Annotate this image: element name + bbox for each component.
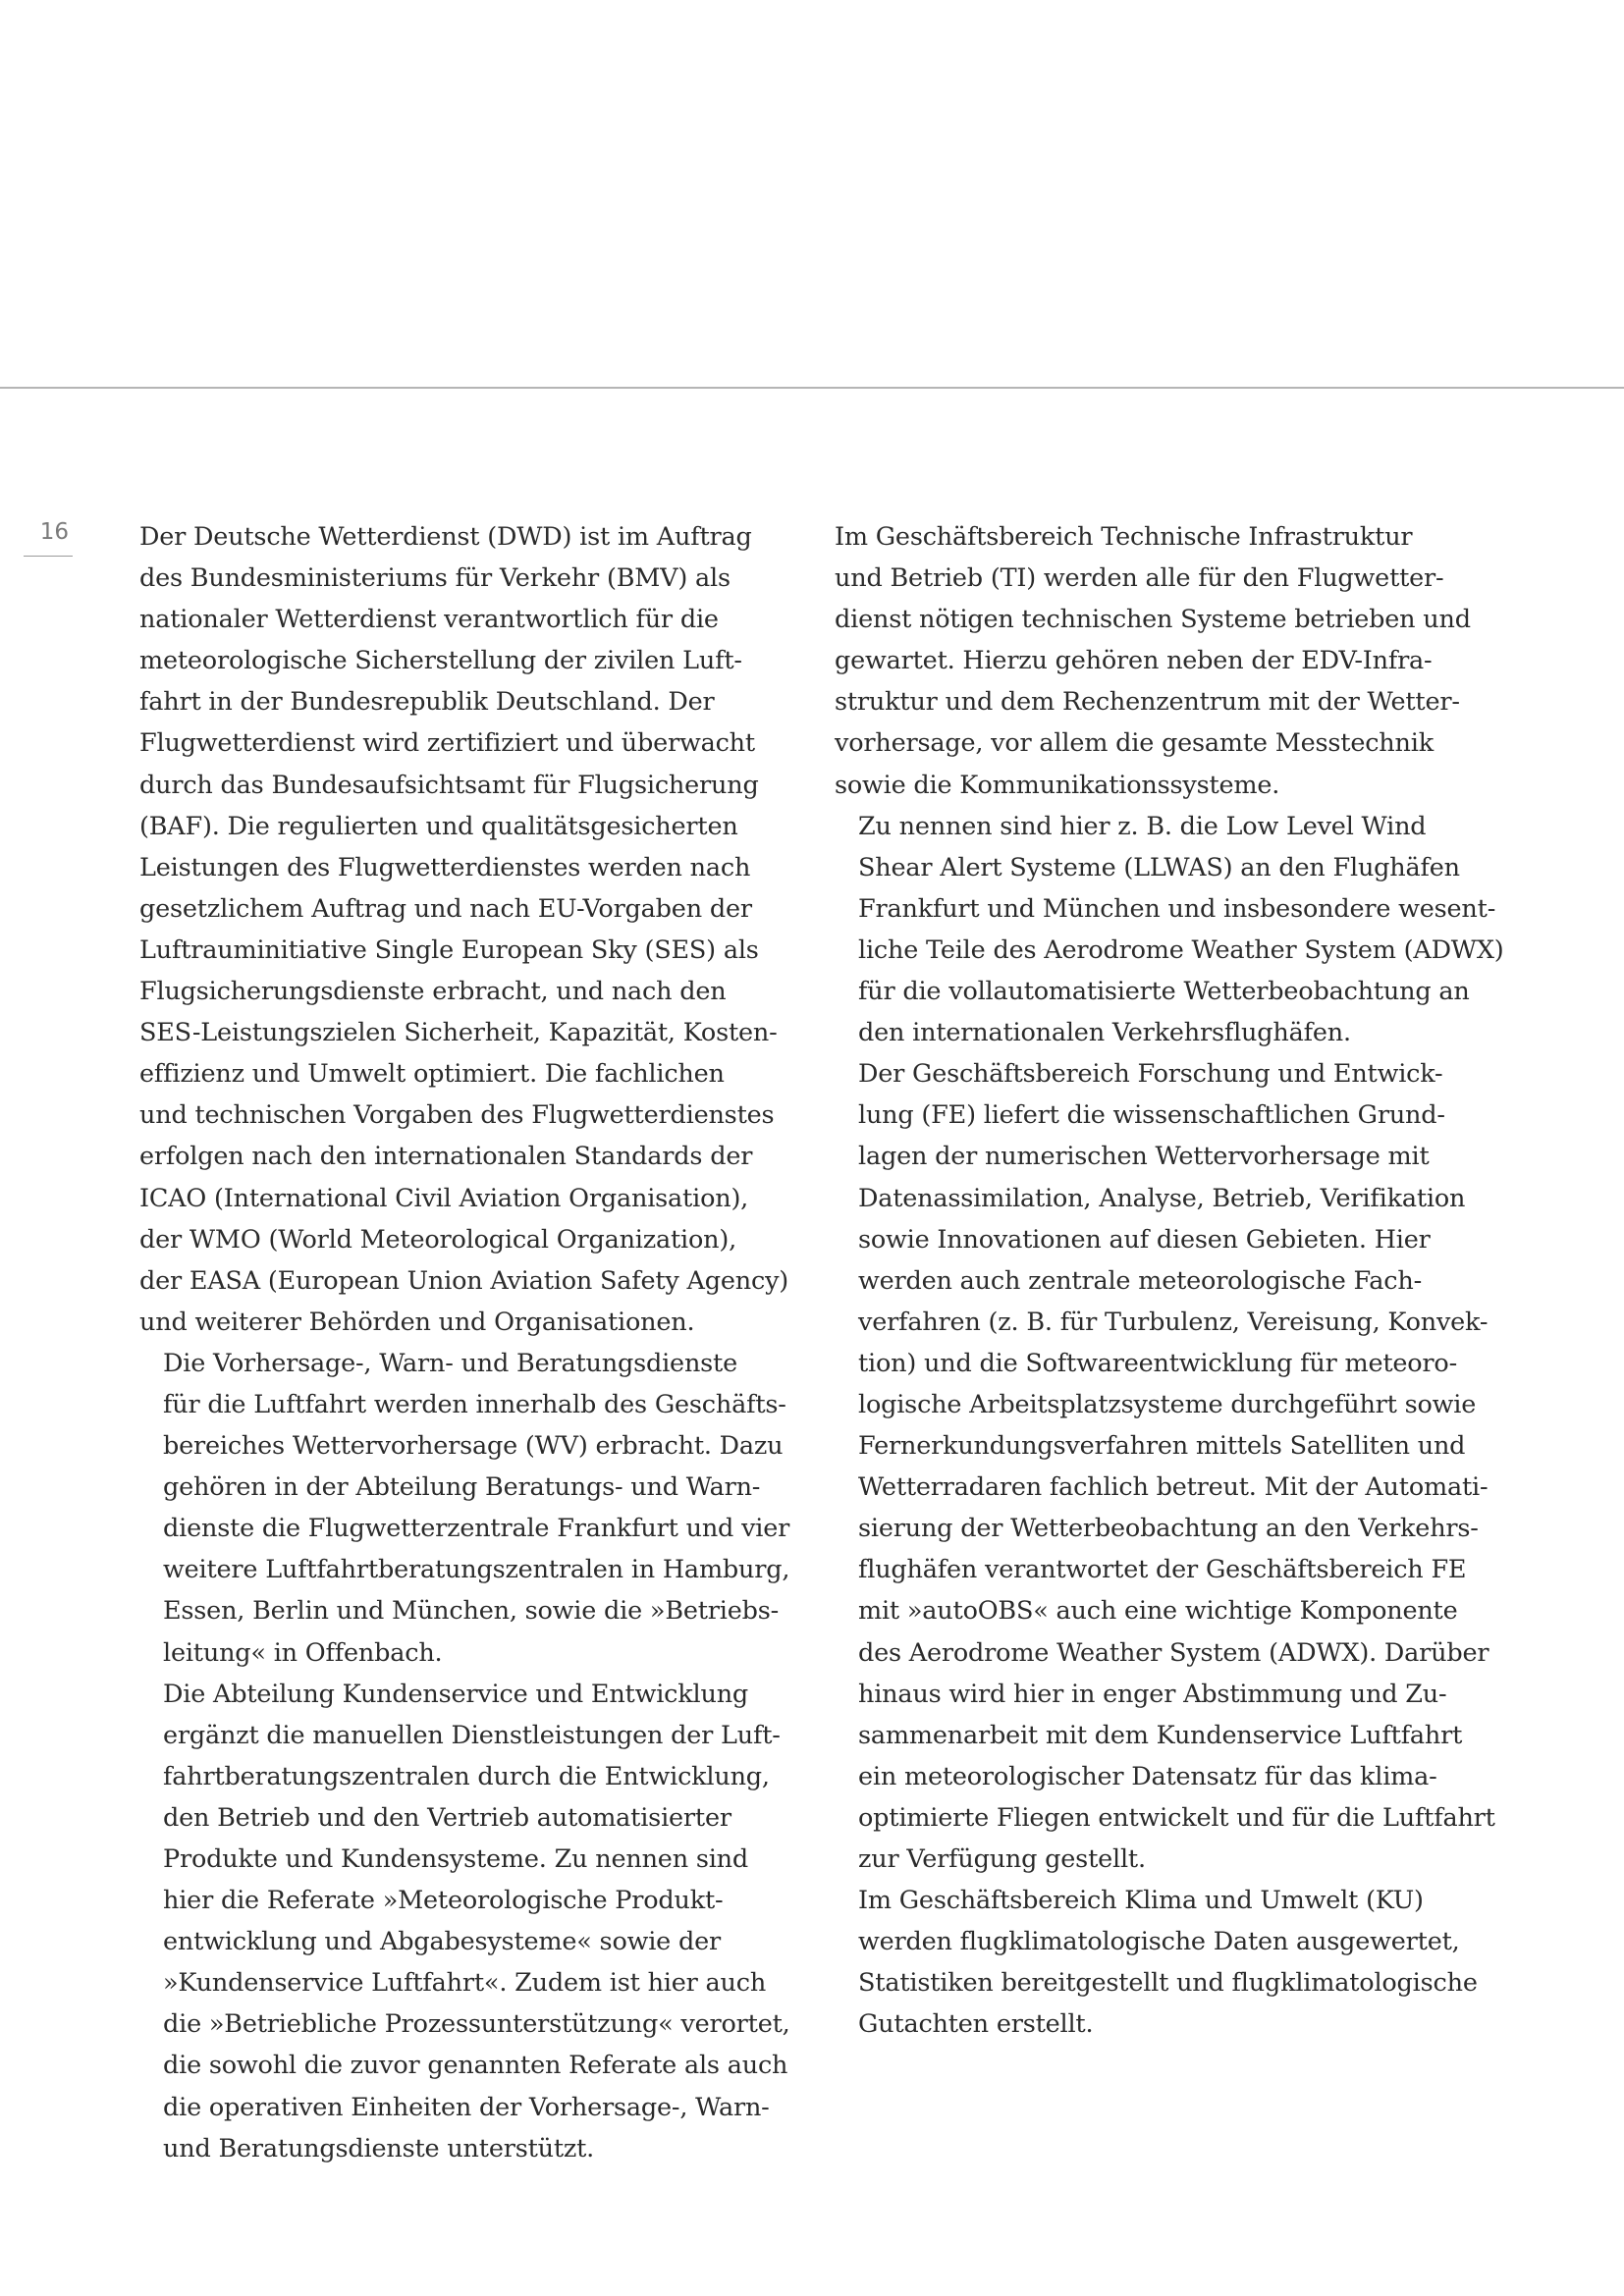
page-number: 16 [39,519,69,545]
text-line: lagen der numerischen Wettervorhersage mit [858,1142,1430,1172]
body-paragraph [835,806,1502,1054]
text-line: Flugwetterdienst wird zertifiziert und überwacht [139,728,755,759]
text-line: vorhersage, vor allem die gesamte Messtechnik [835,728,1434,759]
text-line: fahrt in der Bundesrepublik Deutschland. Der [139,687,715,718]
text-line: Statistiken bereitgestellt und flugklimatologische [858,1968,1478,1999]
text-line: lung (FE) liefert die wissenschaftlichen Grund- [858,1100,1445,1131]
left-column [139,516,807,2169]
text-line: ein meteorologischer Datensatz für das klima- [858,1761,1437,1791]
header-divider [0,387,1624,389]
text-line: werden auch zentrale meteorologische Fach- [858,1265,1422,1296]
text-line: logische Arbeitsplatzsysteme durchgeführt sowie [858,1389,1477,1419]
text-line: Leistungen des Flugwetterdienstes werden nach [139,852,751,882]
body-paragraph [139,516,807,1343]
text-line: Wetterradaren fachlich betreut. Mit der Automati- [858,1472,1489,1503]
text-line: Gutachten erstellt. [858,2009,1094,2040]
text-line: hier die Referate »Meteorologische Produkt- [163,1886,724,1916]
text-line: bereiches Wettervorhersage (WV) erbracht. Dazu [163,1431,784,1462]
text-line: den Betrieb und den Vertrieb automatisierter [163,1802,731,1833]
text-line: struktur und dem Rechenzentrum mit der Wetter- [835,687,1460,718]
body-paragraph [835,1880,1502,2045]
text-line: Der Deutsche Wetterdienst (DWD) ist im Auftrag [139,522,752,552]
text-line: erfolgen nach den internationalen Standards der [139,1142,753,1172]
text-line: Die Abteilung Kundenservice und Entwicklung [163,1679,749,1709]
text-line: effizienz und Umwelt optimiert. Die fachlichen [139,1059,725,1090]
text-line: dienste die Flugwetterzentrale Frankfurt und vier [163,1514,790,1544]
text-line: durch das Bundesaufsichtsamt für Flugsicherung [139,770,759,800]
text-line: gehören in der Abteilung Beratungs- und Warn- [163,1472,761,1503]
text-line: Luftrauminitiative Single European Sky (SES) als [139,934,759,965]
text-line: fahrtberatungszentralen durch die Entwicklung, [163,1761,770,1791]
text-line: und technischen Vorgaben des Flugwetterdienstes [139,1100,775,1131]
text-line: Im Geschäftsbereich Technische Infrastruktur [835,522,1413,552]
text-line: (BAF). Die regulierten und qualitätsgesicherten [139,811,738,841]
text-line: Fernerkundungsverfahren mittels Satelliten und [858,1431,1466,1462]
text-line: die operativen Einheiten der Vorhersage-, Warn- [163,2092,770,2122]
text-line: Im Geschäftsbereich Klima und Umwelt (KU) [858,1886,1424,1916]
text-line: meteorologische Sicherstellung der zivilen Luft- [139,646,742,676]
text-line: leitung« in Offenbach. [163,1637,443,1668]
text-line: entwicklung und Abgabesysteme« sowie der [163,1927,721,1957]
text-line: für die vollautomatisierte Wetterbeobachtung an [858,977,1470,1007]
text-line: und Beratungsdienste unterstützt. [163,2133,595,2163]
body-paragraph [139,1674,807,2169]
text-line: Datenassimilation, Analyse, Betrieb, Verifikation [858,1183,1466,1213]
text-line: verfahren (z. B. für Turbulenz, Vereisung, Konvek- [858,1307,1489,1337]
text-line: des Aerodrome Weather System (ADWX). Darüber [858,1637,1489,1668]
text-line: liche Teile des Aerodrome Weather System (ADWX) [858,934,1504,965]
text-line: »Kundenservice Luftfahrt«. Zudem ist hier auch [163,1968,767,1999]
text-line: sowie Innovationen auf diesen Gebieten. Hier [858,1224,1431,1255]
text-line: Flugsicherungsdienste erbracht, und nach den [139,977,727,1007]
text-line: Essen, Berlin und München, sowie die »Betriebs- [163,1596,780,1627]
text-line: die »Betriebliche Prozessunterstützung« verortet, [163,2009,790,2040]
text-line: Die Vorhersage-, Warn- und Beratungsdienste [163,1348,737,1378]
text-line: sowie die Kommunikationssysteme. [835,770,1280,800]
text-line: Frankfurt und München und insbesondere wesent- [858,893,1496,924]
text-line: für die Luftfahrt werden innerhalb des Geschäfts- [163,1389,786,1419]
text-line: sierung der Wetterbeobachtung an den Verkehrs- [858,1514,1479,1544]
text-line: mit »autoOBS« auch eine wichtige Komponente [858,1596,1458,1627]
text-line: sammenarbeit mit dem Kundenservice Luftfahrt [858,1720,1463,1750]
text-line: die sowohl die zuvor genannten Referate als auch [163,2051,788,2081]
right-column [835,516,1502,2045]
text-line: der WMO (World Meteorological Organization), [139,1224,737,1255]
text-line: optimierte Fliegen entwickelt und für die Luftfahrt [858,1802,1495,1833]
text-line: hinaus wird hier in enger Abstimmung und Zu- [858,1679,1447,1709]
body-paragraph [139,1343,807,1674]
text-line: dienst nötigen technischen Systeme betrieben und [835,605,1471,635]
body-paragraph [835,1053,1502,1880]
text-line: Produkte und Kundensysteme. Zu nennen sind [163,1844,749,1874]
text-line: werden flugklimatologische Daten ausgewertet, [858,1927,1460,1957]
text-line: des Bundesministeriums für Verkehr (BMV) als [139,563,731,594]
text-line: den internationalen Verkehrsflughäfen. [858,1018,1351,1048]
text-line: und Betrieb (TI) werden alle für den Flugwetter- [835,563,1444,594]
text-line: ICAO (International Civil Aviation Organisation), [139,1183,749,1213]
page-number-underline [24,556,73,557]
body-paragraph [835,516,1502,806]
text-line: Shear Alert Systeme (LLWAS) an den Flughäfen [858,852,1460,882]
text-line: nationaler Wetterdienst verantwortlich für die [139,605,719,635]
text-line: gewartet. Hierzu gehören neben der EDV-Infra- [835,646,1433,676]
text-line: ergänzt die manuellen Dienstleistungen der Luft- [163,1720,781,1750]
text-line: tion) und die Softwareentwicklung für meteoro- [858,1348,1457,1378]
text-line: Zu nennen sind hier z. B. die Low Level Wind [858,811,1427,841]
text-line: zur Verfügung gestellt. [858,1844,1146,1874]
text-line: der EASA (European Union Aviation Safety Agency) [139,1265,789,1296]
text-line: weitere Luftfahrtberatungszentralen in Hamburg, [163,1555,790,1585]
text-line: gesetzlichem Auftrag und nach EU-Vorgaben der [139,893,752,924]
text-line: SES-Leistungszielen Sicherheit, Kapazität, Kosten- [139,1018,778,1048]
text-line: Der Geschäftsbereich Forschung und Entwick- [858,1059,1443,1090]
text-line: flughäfen verantwortet der Geschäftsbereich FE [858,1555,1467,1585]
text-line: und weiterer Behörden und Organisationen. [139,1307,695,1337]
